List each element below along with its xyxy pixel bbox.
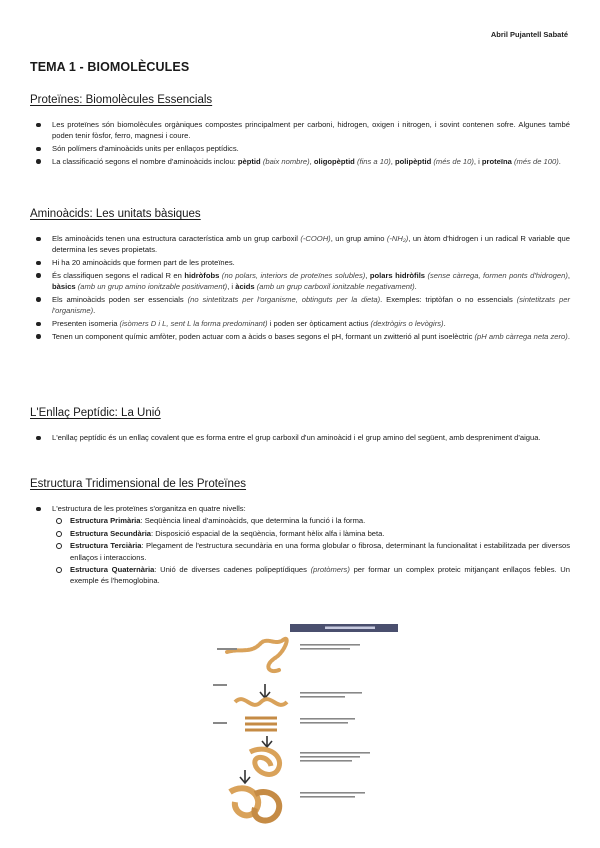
bold-term: Estructura Quaternària — [70, 565, 155, 575]
section-heading: Proteïnes: Biomolècules Essencials — [30, 94, 213, 106]
bold-term: bàsics — [52, 282, 76, 292]
bullet-item — [30, 119, 570, 142]
text-run: , un àtom d'hidrogen i un radical R variable que determina les seves propietats. — [52, 234, 570, 255]
text-run: És classifiquen segons el radical R en — [52, 270, 185, 280]
bullet-list — [30, 503, 570, 587]
arrow-icon — [260, 684, 270, 698]
italic-note: (isòmers D i L, sent L la forma predominant) — [119, 319, 268, 329]
text-run: : Unió de diverses cadenes polipeptídiques — [154, 565, 311, 575]
italic-note: (-COOH) — [300, 234, 331, 243]
section-amino-acids — [30, 208, 570, 344]
text-run: , — [390, 156, 395, 166]
italic-note: (fins a 10) — [356, 156, 391, 166]
italic-note: (no polars, interiors de proteïnes solubles) — [221, 270, 366, 280]
text-run: Són polímers d'aminoàcids units per enllaços peptídics. — [52, 144, 239, 154]
italic-note: (pH amb càrrega neta zero) — [474, 331, 568, 341]
section-peptide-bond — [30, 407, 570, 445]
sub-bullet-item — [52, 515, 570, 526]
beta-sheet — [245, 718, 277, 730]
text-run: . — [443, 319, 446, 329]
text-run: , — [365, 270, 370, 280]
bullet-list — [30, 233, 570, 342]
text-run: Presenten isomeria — [52, 319, 120, 329]
text-run: , un grup amino — [330, 234, 387, 243]
sub-bullet-item — [52, 528, 570, 539]
italic-note: (sintetitzats per l'organisme) — [52, 294, 570, 316]
bold-term: polipèptid — [394, 156, 432, 166]
text-run: per formar un complex proteic mitjançant enllaços febles. Un exemple és l'hemoglobina. — [70, 565, 570, 586]
text-run: , — [309, 156, 314, 166]
bold-term: Estructura Primària — [70, 516, 141, 526]
figure-annotations — [300, 644, 370, 798]
bullet-item — [30, 503, 570, 587]
italic-note: (no sintetitzats per l'organisme, obtinguts per la dieta) — [187, 294, 381, 304]
text-run: . — [558, 156, 561, 166]
section-proteins — [30, 94, 570, 169]
text-run: . — [414, 282, 417, 292]
bold-term: polars hidròfils — [369, 270, 426, 280]
italic-note: (amb un grup carboxil ionitzable negativament) — [256, 282, 415, 292]
text-run: . Exemples: triptòfan o no essencials — [380, 294, 517, 304]
label-mark — [213, 684, 227, 686]
bullet-list — [30, 119, 570, 167]
bold-term: oligopèptid — [313, 156, 355, 166]
text-run: , i — [227, 282, 236, 292]
text-run: La classificació segons el nombre d'aminoàcids inclou: — [52, 156, 238, 166]
bullet-item — [30, 432, 570, 443]
bold-term: proteïna — [481, 156, 512, 166]
protein-structure-illustration — [205, 622, 400, 832]
sub-bullet-item — [52, 564, 570, 587]
text-run: L'estructura de les proteïnes s'organitza en quatre nivells: — [52, 504, 246, 513]
section-heading: Estructura Tridimensional de les Proteïnes — [30, 478, 247, 490]
arrow-icon — [240, 770, 250, 783]
primary-chain — [227, 639, 287, 671]
sub-bullet-list — [52, 515, 570, 586]
text-run: L'enllaç peptídic és un enllaç covalent que es forma entre el grup carboxil d'un aminoàcid i el grup amino del següent, amb despreniment d'aigua. — [52, 433, 541, 442]
text-run: Els aminoàcids poden ser essencials — [52, 294, 188, 304]
text-run: , — [567, 270, 570, 280]
bullet-item — [30, 156, 570, 167]
italic-note: (amb un grup amino ionitzable positivament) — [77, 282, 228, 292]
text-run: Els aminoàcids tenen una estructura característica amb un grup carboxil — [52, 234, 301, 243]
text-run: . — [93, 306, 96, 316]
bold-term: Estructura Secundària — [70, 528, 152, 538]
text-run: : Disposició espacial de la seqüència, formant hèlix alfa i làmina beta. — [151, 528, 385, 538]
text-run: Tenen un component químic amfòter, poden actuar com a àcids o bases segons el pH, formant un zwitterió al punt isoelèctric — [52, 331, 475, 341]
section-heading: Aminoàcids: Les unitats bàsiques — [30, 208, 201, 220]
page-title: TEMA 1 - BIOMOLÈCULES — [30, 60, 190, 74]
bullet-item — [30, 270, 570, 293]
tertiary-fold — [250, 749, 280, 774]
arrow-icon — [262, 736, 272, 747]
bullet-item — [30, 331, 570, 342]
italic-note: (dextrògirs o levògirs) — [370, 319, 444, 329]
sub-bullet-item — [52, 540, 570, 563]
italic-note: (-NH₂) — [386, 234, 409, 243]
bold-term: hidròfobs — [184, 270, 220, 280]
bullet-item — [30, 257, 570, 268]
text-run: Les proteïnes són biomolècules orgàniques compostes principalment per carboni, hidrogen, oxigen i nitrogen, i sovint contenen sofre. Algunes també poden tenir fòsfor, ferro, magnesi i coure. — [52, 120, 570, 141]
section-heading: L'Enllaç Peptídic: La Unió — [30, 407, 161, 419]
bold-term: àcids — [235, 282, 255, 292]
italic-note: (protòmers) — [310, 565, 350, 575]
bold-term: Estructura Terciària — [70, 541, 142, 551]
bullet-item — [30, 233, 570, 256]
bold-term: pèptid — [237, 156, 261, 166]
bullet-item — [30, 294, 570, 317]
section-3d-structure — [30, 478, 570, 588]
text-run: : Plegament de l'estructura secundària en una forma globular o fibrosa, determinant la funcionalitat i estabilitzada per diversos enllaços i interaccions. — [70, 541, 571, 562]
label-mark — [213, 722, 227, 724]
author-name: Abril Pujantell Sabaté — [490, 30, 568, 39]
alpha-helix — [235, 699, 287, 705]
italic-note: (més de 10) — [433, 156, 474, 166]
text-run: : Seqüència lineal d'aminoàcids, que determina la funció i la forma. — [140, 516, 366, 526]
text-run: . — [567, 331, 570, 341]
text-run: , i — [473, 156, 482, 166]
label-mark — [217, 648, 237, 650]
bullet-item — [30, 143, 570, 154]
figure-banner-text — [325, 627, 375, 630]
italic-note: (més de 100) — [514, 156, 559, 166]
text-run: Hi ha 20 aminoàcids que formen part de les proteïnes. — [52, 258, 235, 268]
bullet-item — [30, 318, 570, 329]
bullet-list — [30, 432, 570, 443]
text-run: i poden ser òpticament actius — [267, 319, 371, 329]
italic-note: (baix nombre) — [262, 156, 310, 166]
italic-note: (sense càrrega, formen ponts d'hidrogen) — [427, 270, 568, 280]
